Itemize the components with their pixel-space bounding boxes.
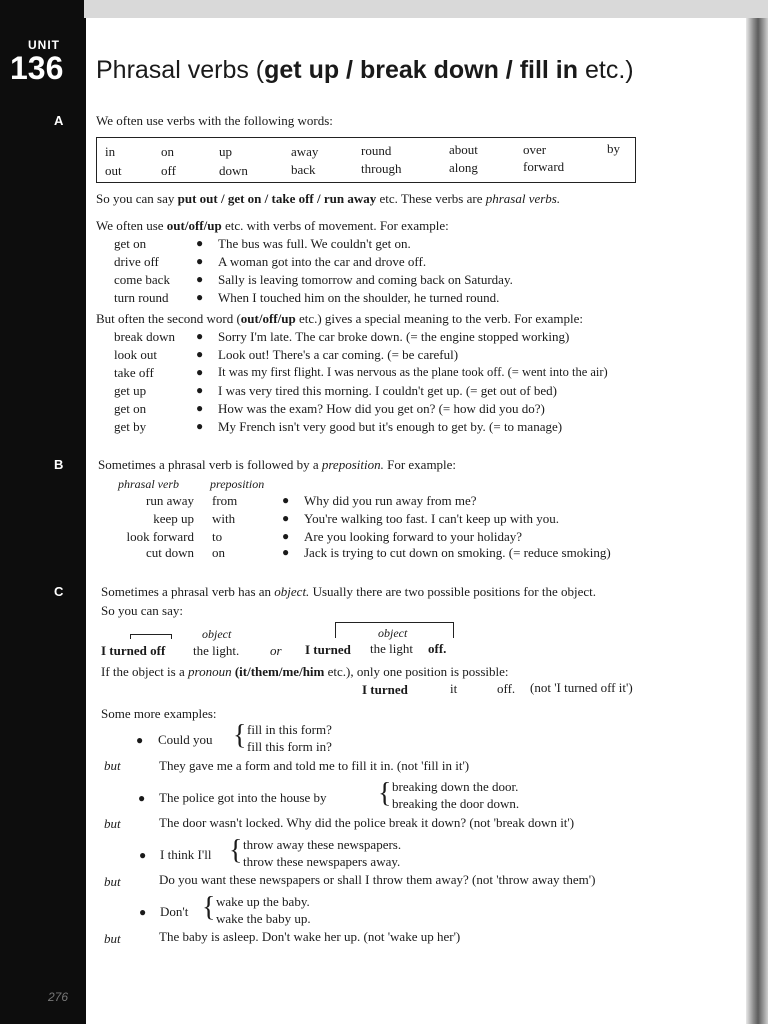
- top-scan-edge: [84, 0, 768, 18]
- word-up: up: [219, 144, 232, 159]
- word-through: through: [361, 161, 402, 176]
- example-the-light-2: the light: [370, 641, 413, 656]
- object-label-1: object: [202, 627, 232, 641]
- object-bracket-line: [130, 634, 172, 635]
- but-sentence-1: They gave me a form and told me to fill it in. (not 'fill in it'): [159, 758, 470, 773]
- special-verb: look out: [114, 347, 157, 362]
- word-forward: forward: [523, 159, 565, 174]
- prep-row: [104, 493, 724, 510]
- bullet-dot: ●: [196, 419, 204, 433]
- col-header-phrasal-verb: phrasal verb: [118, 477, 179, 491]
- unit-tab-strip: [72, 18, 86, 1024]
- brace-symbol: {: [233, 720, 247, 751]
- c-more-examples: Some more examples:: [101, 706, 217, 721]
- movement-sentence: The bus was full. We couldn't get on.: [218, 236, 411, 251]
- word-by: by: [607, 141, 620, 156]
- fill-option-2: fill this form in?: [247, 739, 332, 754]
- bullet-dot: ●: [196, 347, 204, 361]
- brace-symbol: {: [229, 835, 243, 866]
- page-title: Phrasal verbs (get up / break down / fill in etc.): [96, 56, 634, 84]
- bullet-dot: ●: [196, 236, 204, 250]
- prep-word: with: [212, 511, 236, 526]
- example-turned: I turned: [305, 642, 351, 657]
- prep-row: [104, 529, 724, 546]
- pronoun-example-it: it: [450, 681, 458, 696]
- bullet-dot: ●: [282, 545, 290, 559]
- prep-sentence: You're walking too fast. I can't keep up with you.: [304, 511, 560, 526]
- page-number: 276: [48, 990, 69, 1004]
- fill-option-1: fill in this form?: [247, 722, 332, 737]
- prep-sentence: Jack is trying to cut down on smoking. (= reduce smoking): [304, 545, 611, 560]
- bullet-dot: ●: [139, 848, 147, 862]
- word-round: round: [361, 143, 392, 158]
- a-special-intro: But often the second word (out/off/up etc.) gives a special meaning to the verb. For example:: [96, 311, 584, 326]
- bullet-dot: ●: [196, 254, 204, 268]
- special-sentence: How was the exam? How did you get on? (= how did you do?): [218, 401, 545, 416]
- bullet-dot: ●: [196, 329, 204, 343]
- prep-verb: look forward: [126, 529, 194, 544]
- think-text: I think I'll: [160, 847, 212, 862]
- special-verb: get up: [114, 383, 147, 398]
- word-out: out: [105, 163, 122, 178]
- wake-option-2: wake the baby up.: [216, 911, 311, 926]
- but-sentence-2: The door wasn't locked. Why did the police break it down? (not 'break down it'): [159, 815, 575, 830]
- c-pronoun-rule: If the object is a pronoun (it/them/me/him etc.), only one position is possible:: [101, 664, 509, 679]
- special-verb: get on: [114, 401, 147, 416]
- wake-option-1: wake up the baby.: [216, 894, 310, 909]
- right-scan-edge: [746, 18, 768, 1024]
- movement-verb: come back: [114, 272, 170, 287]
- but-sentence-3: Do you want these newspapers or shall I throw them away? (not 'throw away them'): [159, 872, 596, 887]
- special-sentence: My French isn't very good but it's enough to get by. (= to manage): [218, 419, 563, 434]
- brace-symbol: {: [202, 892, 216, 923]
- special-sentence: Look out! There's a car coming. (= be careful): [218, 347, 459, 362]
- or-word: or: [270, 643, 282, 658]
- a-movement-intro: We often use out/off/up etc. with verbs of movement. For example:: [96, 218, 449, 233]
- prep-verb: keep up: [153, 511, 194, 526]
- pronoun-example-off: off.: [497, 681, 516, 696]
- but-label: but: [104, 931, 121, 946]
- a-phrasal-definition: So you can say put out / get on / take off / run away etc. These verbs are phrasal verbs.: [96, 191, 561, 206]
- bullet-dot: ●: [282, 529, 290, 543]
- word-about: about: [449, 142, 478, 157]
- special-sentence: Sorry I'm late. The car broke down. (= the engine stopped working): [218, 329, 570, 344]
- movement-verb: get on: [114, 236, 147, 251]
- unit-label: UNIT: [28, 38, 60, 52]
- bullet-dot: ●: [282, 511, 290, 525]
- example-the-light: the light.: [193, 643, 240, 658]
- prep-row: [104, 545, 724, 562]
- prep-verb: run away: [145, 493, 194, 508]
- police-option-1: breaking down the door.: [392, 779, 519, 794]
- but-label: but: [104, 758, 121, 773]
- special-verb: break down: [114, 329, 176, 344]
- example-turned-off: I turned off: [101, 643, 166, 658]
- section-letter-a: A: [54, 113, 64, 128]
- col-header-preposition: preposition: [210, 477, 265, 491]
- example-off: off.: [428, 641, 447, 656]
- word-off: off: [161, 163, 176, 178]
- prep-sentence: Are you looking forward to your holiday?: [304, 529, 523, 544]
- section-letter-c: C: [54, 584, 64, 599]
- word-on: on: [161, 144, 174, 159]
- c-intro-line1: Sometimes a phrasal verb has an object. Usually there are two possible positions for the object.: [101, 584, 596, 599]
- prep-word: on: [212, 545, 225, 560]
- word-down: down: [219, 163, 248, 178]
- police-option-2: breaking the door down.: [392, 796, 520, 811]
- special-sentence: It was my first flight. I was nervous as the plane took off. (= went into the air): [218, 365, 608, 379]
- bullet-dot: ●: [138, 791, 146, 805]
- a-intro: We often use verbs with the following words:: [96, 113, 333, 128]
- movement-verb: turn round: [114, 290, 169, 305]
- movement-verb: drive off: [114, 254, 159, 269]
- word-over: over: [523, 142, 547, 157]
- police-text: The police got into the house by: [159, 790, 327, 805]
- section-letter-b: B: [54, 457, 64, 472]
- object-bracket-tick: [453, 622, 454, 638]
- word-away: away: [291, 144, 319, 159]
- bullet-dot: ●: [196, 383, 204, 397]
- but-sentence-4: The baby is asleep. Don't wake her up. (not 'wake up her'): [159, 929, 461, 944]
- dont-text: Don't: [160, 904, 189, 919]
- but-label: but: [104, 874, 121, 889]
- object-bracket-tick: [130, 634, 131, 639]
- movement-sentence: Sally is leaving tomorrow and coming back on Saturday.: [218, 272, 513, 287]
- object-bracket-tick: [335, 622, 336, 638]
- movement-sentence: When I touched him on the shoulder, he turned round.: [218, 290, 500, 305]
- but-label: but: [104, 816, 121, 831]
- prep-word: to: [212, 529, 223, 544]
- particle-word-box: [96, 137, 636, 183]
- throw-option-2: throw these newspapers away.: [243, 854, 401, 869]
- pronoun-example-note: (not 'I turned off it'): [530, 680, 633, 695]
- word-along: along: [449, 160, 478, 175]
- could-you-text: Could you: [158, 732, 213, 747]
- prep-verb: cut down: [145, 545, 194, 560]
- bullet-dot: ●: [196, 272, 204, 286]
- unit-number: 136: [10, 50, 64, 86]
- special-sentence: I was very tired this morning. I couldn't get up. (= get out of bed): [218, 383, 557, 398]
- pronoun-example-turned: I turned: [362, 682, 408, 697]
- brace-symbol: {: [378, 778, 392, 809]
- special-verb: get by: [114, 419, 147, 434]
- bullet-dot: ●: [196, 290, 204, 304]
- bullet-dot: ●: [196, 365, 204, 379]
- bullet-dot: ●: [139, 905, 147, 919]
- special-verb: take off: [114, 365, 154, 380]
- prep-row: [104, 511, 724, 528]
- c-intro-line2: So you can say:: [101, 603, 183, 618]
- prep-word: from: [212, 493, 238, 508]
- b-intro: Sometimes a phrasal verb is followed by a preposition. For example:: [98, 457, 457, 472]
- bullet-dot: ●: [282, 493, 290, 507]
- throw-option-1: throw away these newspapers.: [243, 837, 402, 852]
- word-back: back: [291, 162, 316, 177]
- object-label-2: object: [378, 626, 408, 640]
- movement-sentence: A woman got into the car and drove off.: [218, 254, 427, 269]
- object-bracket-tick: [171, 634, 172, 639]
- prep-sentence: Why did you run away from me?: [304, 493, 477, 508]
- bullet-dot: ●: [196, 401, 204, 415]
- object-bracket-line: [335, 622, 453, 623]
- word-in: in: [105, 144, 116, 159]
- bullet-dot: ●: [136, 733, 144, 747]
